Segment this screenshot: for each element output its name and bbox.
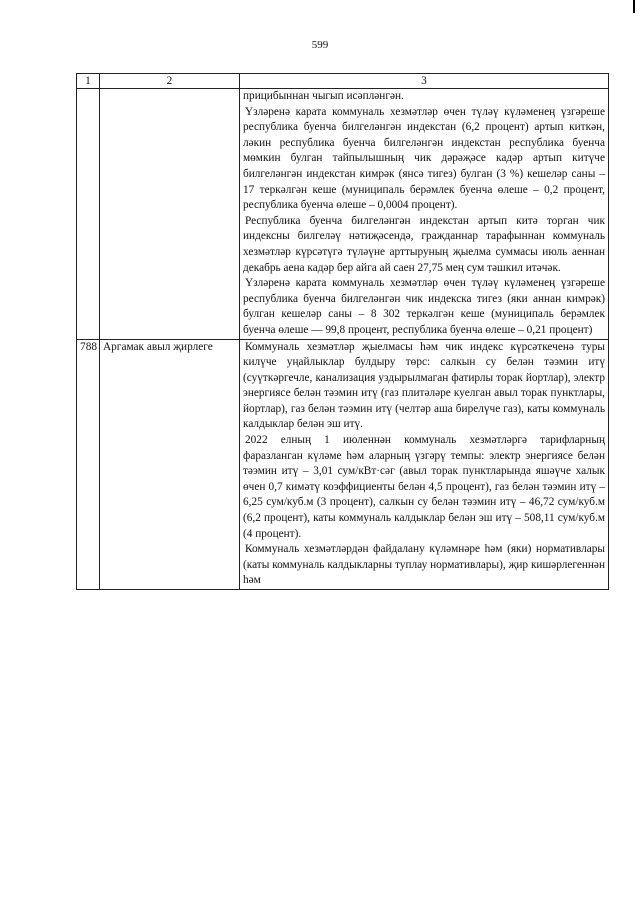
- table-header-row: [77, 74, 609, 89]
- settlement-name: [100, 89, 240, 340]
- paragraph: 2022 елның 1 июленнән коммуналь хезмәтләргә тарифларның фаразланган күләме һәм аларның үзгәрү темпы: электр энергиясе белән тәэмин итү – 3,01 сум/кВт·сәг (авыл торак пунктларында яшәүче халык өчен 0,7 кимәтү коэффициенты белән 4,5 процент), газ белән тәэмин итү – 6,25 сум/куб.м (3 процент), салкын су белән тәэмин итү – 46,72 сум/куб.м (6,2 процент), каты коммуналь калдыклар белән эш итү – 508,11 сум/куб.м (4 процент).: [243, 434, 605, 540]
- row-number: [77, 89, 100, 340]
- settlement-name: Аргамак авыл җирлеге: [100, 339, 240, 590]
- row-text: [240, 339, 609, 590]
- document-table: [76, 73, 609, 590]
- paragraph: Коммуналь хезмәтләр җыелмасы һәм чик индекс күрсәткеченә туры килүче уңайлыклар булдыру төрс: салкын су белән тәэмин итү (суүткәргечле, канализация уздырылмаган фатирлы торак йортлар), электр энергиясе белән тәэмин итү (газ плитәләре куелган авыл торак пунктлары, йортлар), газ белән тәэмин итү (челтәр аша бирелүче газ), каты коммуналь калдыклар белән эш итү.: [243, 340, 605, 431]
- row-number: 788: [77, 339, 100, 590]
- scan-edge-mark: [633, 0, 635, 13]
- paragraph: Үзләренә карата коммуналь хезмәтләр өчен түләү күләменең үзгәреше республика буенча билгеләнгән индекстан (6,2 процент) артып киткән, ләкин республика буенча билгеләнгән индекстан республика буенча мөмкин булган тайпылышның чик дәрәҗәсе кадәр артып китүче билгеләнгән индекстан кимрәк (янсә тигез) булган (3 %) кешеләр саны – 17 теркәлгән кеше (муниципаль берәмлек буенча өлеше – 0,2 процент, республика буенча өлеше – 0,0004 процент).: [243, 105, 605, 212]
- paragraph: Коммуналь хезмәтләрдән файдалану күләмнәре һәм (яки) нормативлары (каты коммуналь калдыкларны туплау нормативлары), җир кишәрлегеннән һәм: [243, 543, 605, 587]
- paragraph: прицибыннан чыгып исәпләнгән.: [243, 90, 404, 102]
- page-number: 599: [311, 39, 329, 51]
- table-row-continuation: [77, 89, 609, 340]
- table-row-788: [77, 339, 609, 590]
- paragraph: Республика буенча билгеләнгән индекстан артып китә торган чик индексны билгеләү нәтиҗәсендә, гражданнар тарафыннан коммуналь хезмәтләр күрсәтүгә түләүне арттыруның җыелма суммасы июль аеннан декабрь аена кадәр бер айга ай саен 27,75 мең сум тәшкил итәчәк.: [243, 214, 605, 274]
- header-col-3: 3: [240, 74, 609, 89]
- header-col-2: 2: [100, 74, 240, 89]
- row-text: [240, 89, 609, 340]
- paragraph: Үзләренә карата коммуналь хезмәтләр өчен түләү күләменең үзгәреше республика буенча билгеләнгән чик индекска тигез (яки аннан кимрәк) булган кешеләр саны – 8 302 теркәлгән кеше (муниципаль берәмлек буенча өлеше — 99,8 процент, республика буенча өлеше – 0,21 процент): [243, 277, 605, 336]
- header-col-1: 1: [77, 74, 100, 89]
